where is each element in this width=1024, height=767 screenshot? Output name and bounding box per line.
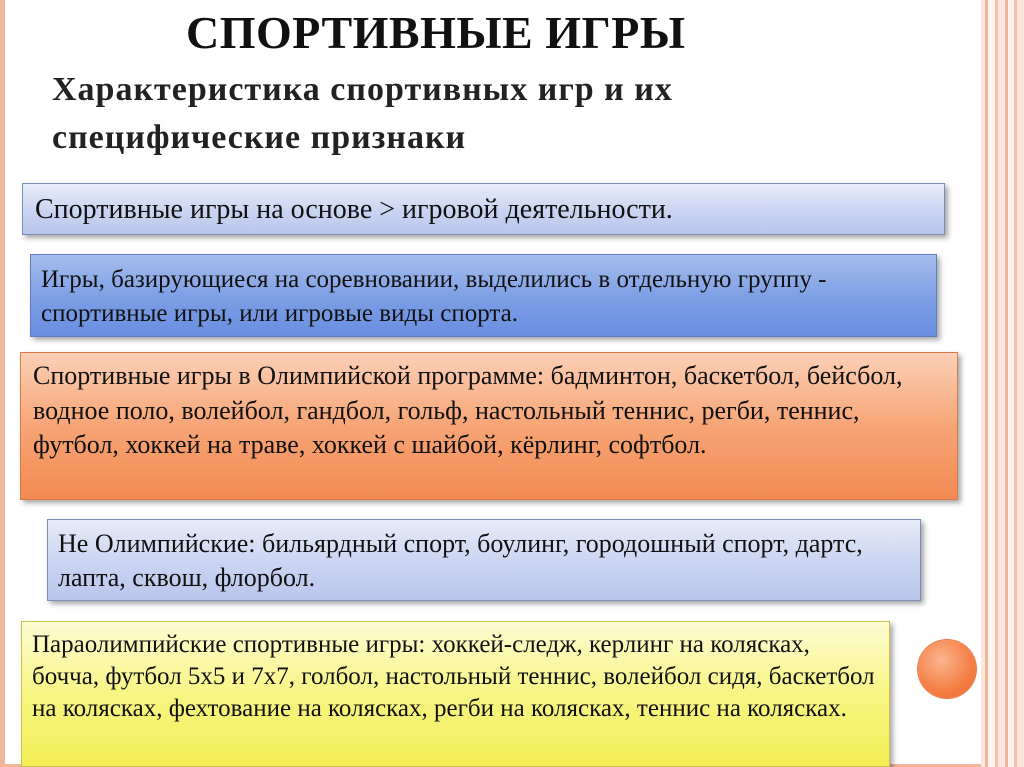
- decorative-circle: [918, 640, 976, 698]
- text-box-olympic: Спортивные игры в Олимпийской программе: бадминтон, баскетбол, бейсбол, водное поло, волейбол, гандбол, гольф, настольный теннис, регби, теннис, футбол, хоккей на траве, хоккей с шайбой, кёрлинг, софтбол.: [20, 352, 958, 500]
- text-box-non-olympic: Не Олимпийские: бильярдный спорт, боулинг, городошный спорт, дартс, лапта, сквош, флорбол.: [47, 519, 921, 601]
- slide-frame-left: [0, 0, 5, 767]
- decorative-stripes: [981, 0, 1024, 767]
- text-box-paralympic: Параолимпийские спортивные игры: хоккей-следж, керлинг на колясках, бочча, футбол 5х5 и 7х7, голбол, настольный теннис, волейбол сидя, баскетбол на колясках, фехтование на колясках, регби на колясках, теннис на колясках.: [21, 621, 890, 767]
- slide-subtitle: Характеристика спортивных игр и их специфические признаки: [52, 71, 673, 156]
- text-box-competition: Игры, базирующиеся на соревновании, выделились в отдельную группу - спортивные игры, или игровые виды спорта.: [30, 254, 937, 337]
- text-box-game-activity: Спортивные игры на основе > игровой деятельности.: [22, 183, 945, 235]
- slide-title: СПОРТИВНЫЕ ИГРЫ: [186, 7, 686, 58]
